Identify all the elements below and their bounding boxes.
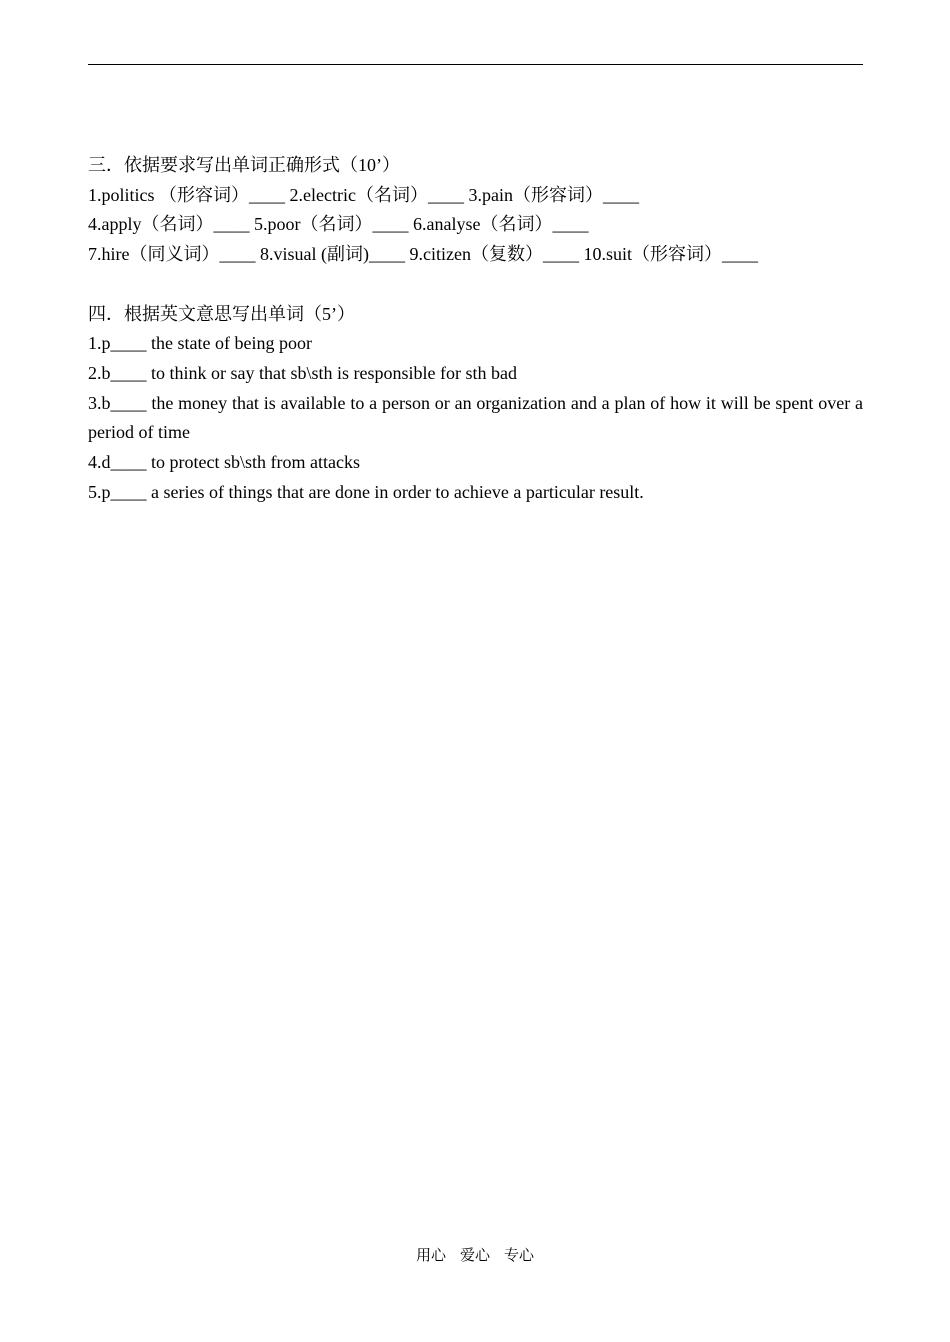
section-3-line-1: 1.politics （形容词）____ 2.electric（名词）____ 3.pain（形容词）____	[88, 184, 639, 205]
footer-text-3: 专心	[504, 1248, 535, 1264]
section-4-item-5: 5.p____ a series of things that are done in order to achieve a particular result.	[88, 481, 644, 502]
worksheet-content	[88, 151, 863, 507]
section-4-item-4: 4.d____ to protect sb\sth from attacks	[88, 452, 360, 473]
section-4-item-3: 3.b____ the money that is available to a person or an organization and a plan of how it will be spent over a period of time	[88, 392, 863, 443]
section-4-item-2: 2.b____ to think or say that sb\sth is responsible for sth bad	[88, 362, 517, 383]
section-gap	[88, 270, 863, 300]
footer-text-1: 用心	[415, 1248, 446, 1264]
section-3-heading: 三．依据要求写出单词正确形式（10’）	[88, 155, 400, 175]
page-footer	[0, 1245, 950, 1267]
footer-text-2: 爱心	[459, 1248, 490, 1264]
header-rule	[88, 64, 863, 65]
section-4-heading: 四．根据英文意思写出单词（5’）	[88, 303, 355, 324]
section-3-line-3: 7.hire（同义词）____ 8.visual (副词)____ 9.citizen（复数）____ 10.suit（形容词）____	[88, 244, 758, 265]
section-4-item-1: 1.p____ the state of being poor	[88, 333, 312, 354]
section-3-line-2: 4.apply（名词）____ 5.poor（名词）____ 6.analyse（名词）____	[88, 214, 589, 235]
